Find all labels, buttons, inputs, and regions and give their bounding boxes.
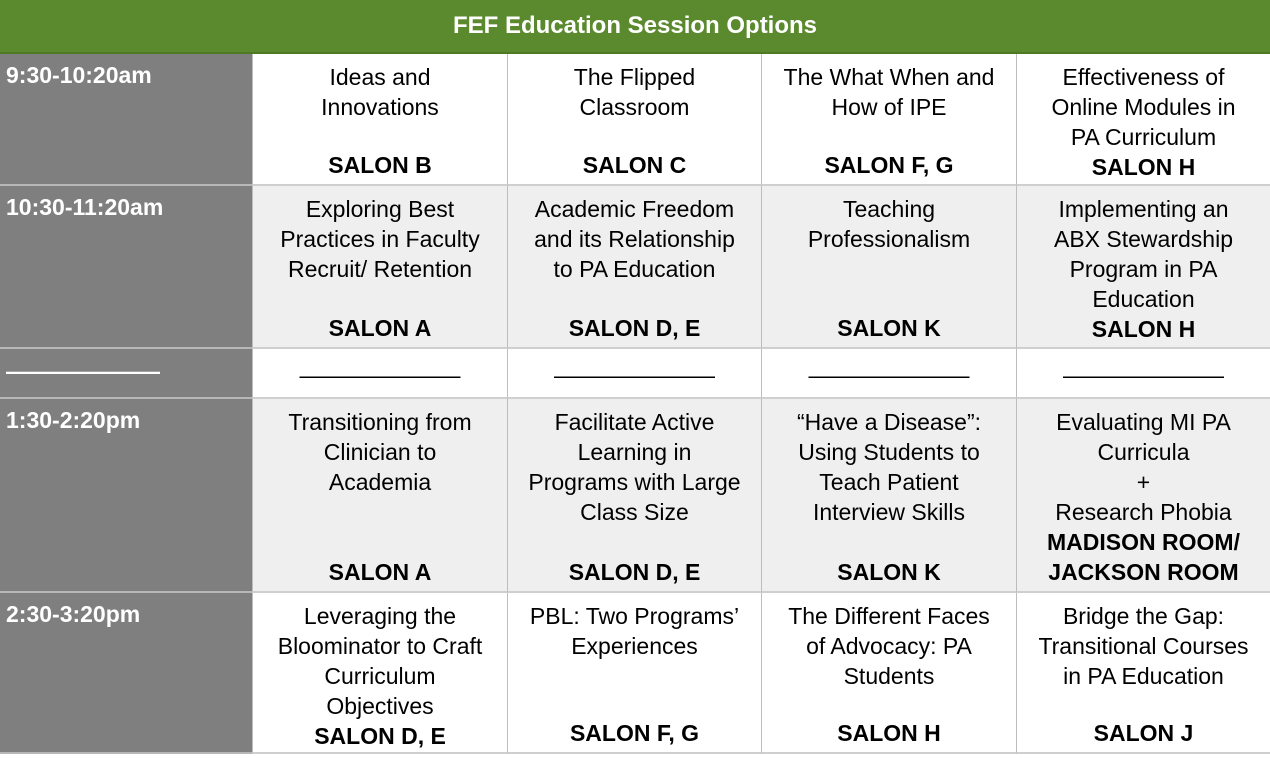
session-room: SALON B [328,152,432,178]
session-title: Facilitate Active Learning in Programs with Large Class Size [528,409,741,525]
session-cell [252,593,507,754]
session-cell [761,54,1016,186]
session-room: SALON C [582,152,687,178]
session-title: Implementing an ABX Stewardship Program in PA Education [1054,196,1233,312]
session-cell [761,593,1016,754]
session-room: SALON A [328,315,432,341]
session-cell [761,186,1016,349]
session-room: SALON H [1091,316,1196,342]
session-cell [1016,54,1270,186]
session-cell [1016,593,1270,754]
session-room: SALON A [328,559,432,585]
session-title: The What When and How of IPE [783,64,995,120]
session-cell [761,399,1016,593]
time-slot-1: 9:30-10:20am [0,54,252,186]
session-title: Ideas and Innovations [321,64,439,120]
session-room: SALON K [837,315,941,341]
session-title: Effectiveness of Online Modules in PA Curriculum [1051,64,1236,150]
separator-dash: ——————— [299,362,461,388]
separator-cell [1016,349,1270,399]
separator-dash: ——————— [808,362,970,388]
session-title: Leveraging the Bloominator to Craft Curriculum Objectives [277,603,483,719]
session-cell [252,399,507,593]
session-title: The Different Faces of Advocacy: PA Students [788,603,990,689]
time-slot-2: 10:30-11:20am [0,186,252,349]
session-cell [1016,186,1270,349]
session-room: SALON K [837,559,941,585]
separator-time: ——————— [0,349,252,399]
session-room: SALON H [837,720,941,746]
session-room: SALON D, E [314,723,446,749]
separator-dash: ——————— [554,362,715,388]
session-title: Teaching Professionalism [807,196,971,252]
time-slot-3: 1:30-2:20pm [0,399,252,593]
session-title: Evaluating MI PA Curricula + Research Phobia [1055,409,1232,525]
session-title: The Flipped Classroom [573,64,696,120]
time-slot-4: 2:30-3:20pm [0,593,252,754]
session-title: Transitioning from Clinician to Academia [288,409,472,495]
session-cell [507,54,761,186]
session-grid [0,54,1270,754]
separator-cell [761,349,1016,399]
separator-cell [252,349,507,399]
session-room: SALON H [1091,154,1196,180]
table-title: FEF Education Session Options [0,0,1270,54]
session-cell [252,186,507,349]
session-cell [1016,399,1270,593]
session-cell [252,54,507,186]
session-cell [507,186,761,349]
session-cell [507,593,761,754]
session-title: PBL: Two Programs’ Experiences [529,603,740,659]
session-title: “Have a Disease”: Using Students to Teach Patient Interview Skills [796,409,982,525]
session-room: SALON F, G [569,720,700,746]
separator-cell [507,349,761,399]
session-title: Academic Freedom and its Relationship to PA Education [534,196,735,282]
session-title: Bridge the Gap: Transitional Courses in PA Education [1038,603,1249,689]
session-cell [507,399,761,593]
session-room: SALON F, G [824,152,954,178]
session-room: MADISON ROOM/ JACKSON ROOM [1047,529,1240,585]
separator-dash: ——————— [1063,362,1224,388]
session-room: SALON J [1093,720,1194,746]
session-room: SALON D, E [568,315,701,341]
session-title: Exploring Best Practices in Faculty Recruit/ Retention [280,196,480,282]
session-room: SALON D, E [568,559,701,585]
